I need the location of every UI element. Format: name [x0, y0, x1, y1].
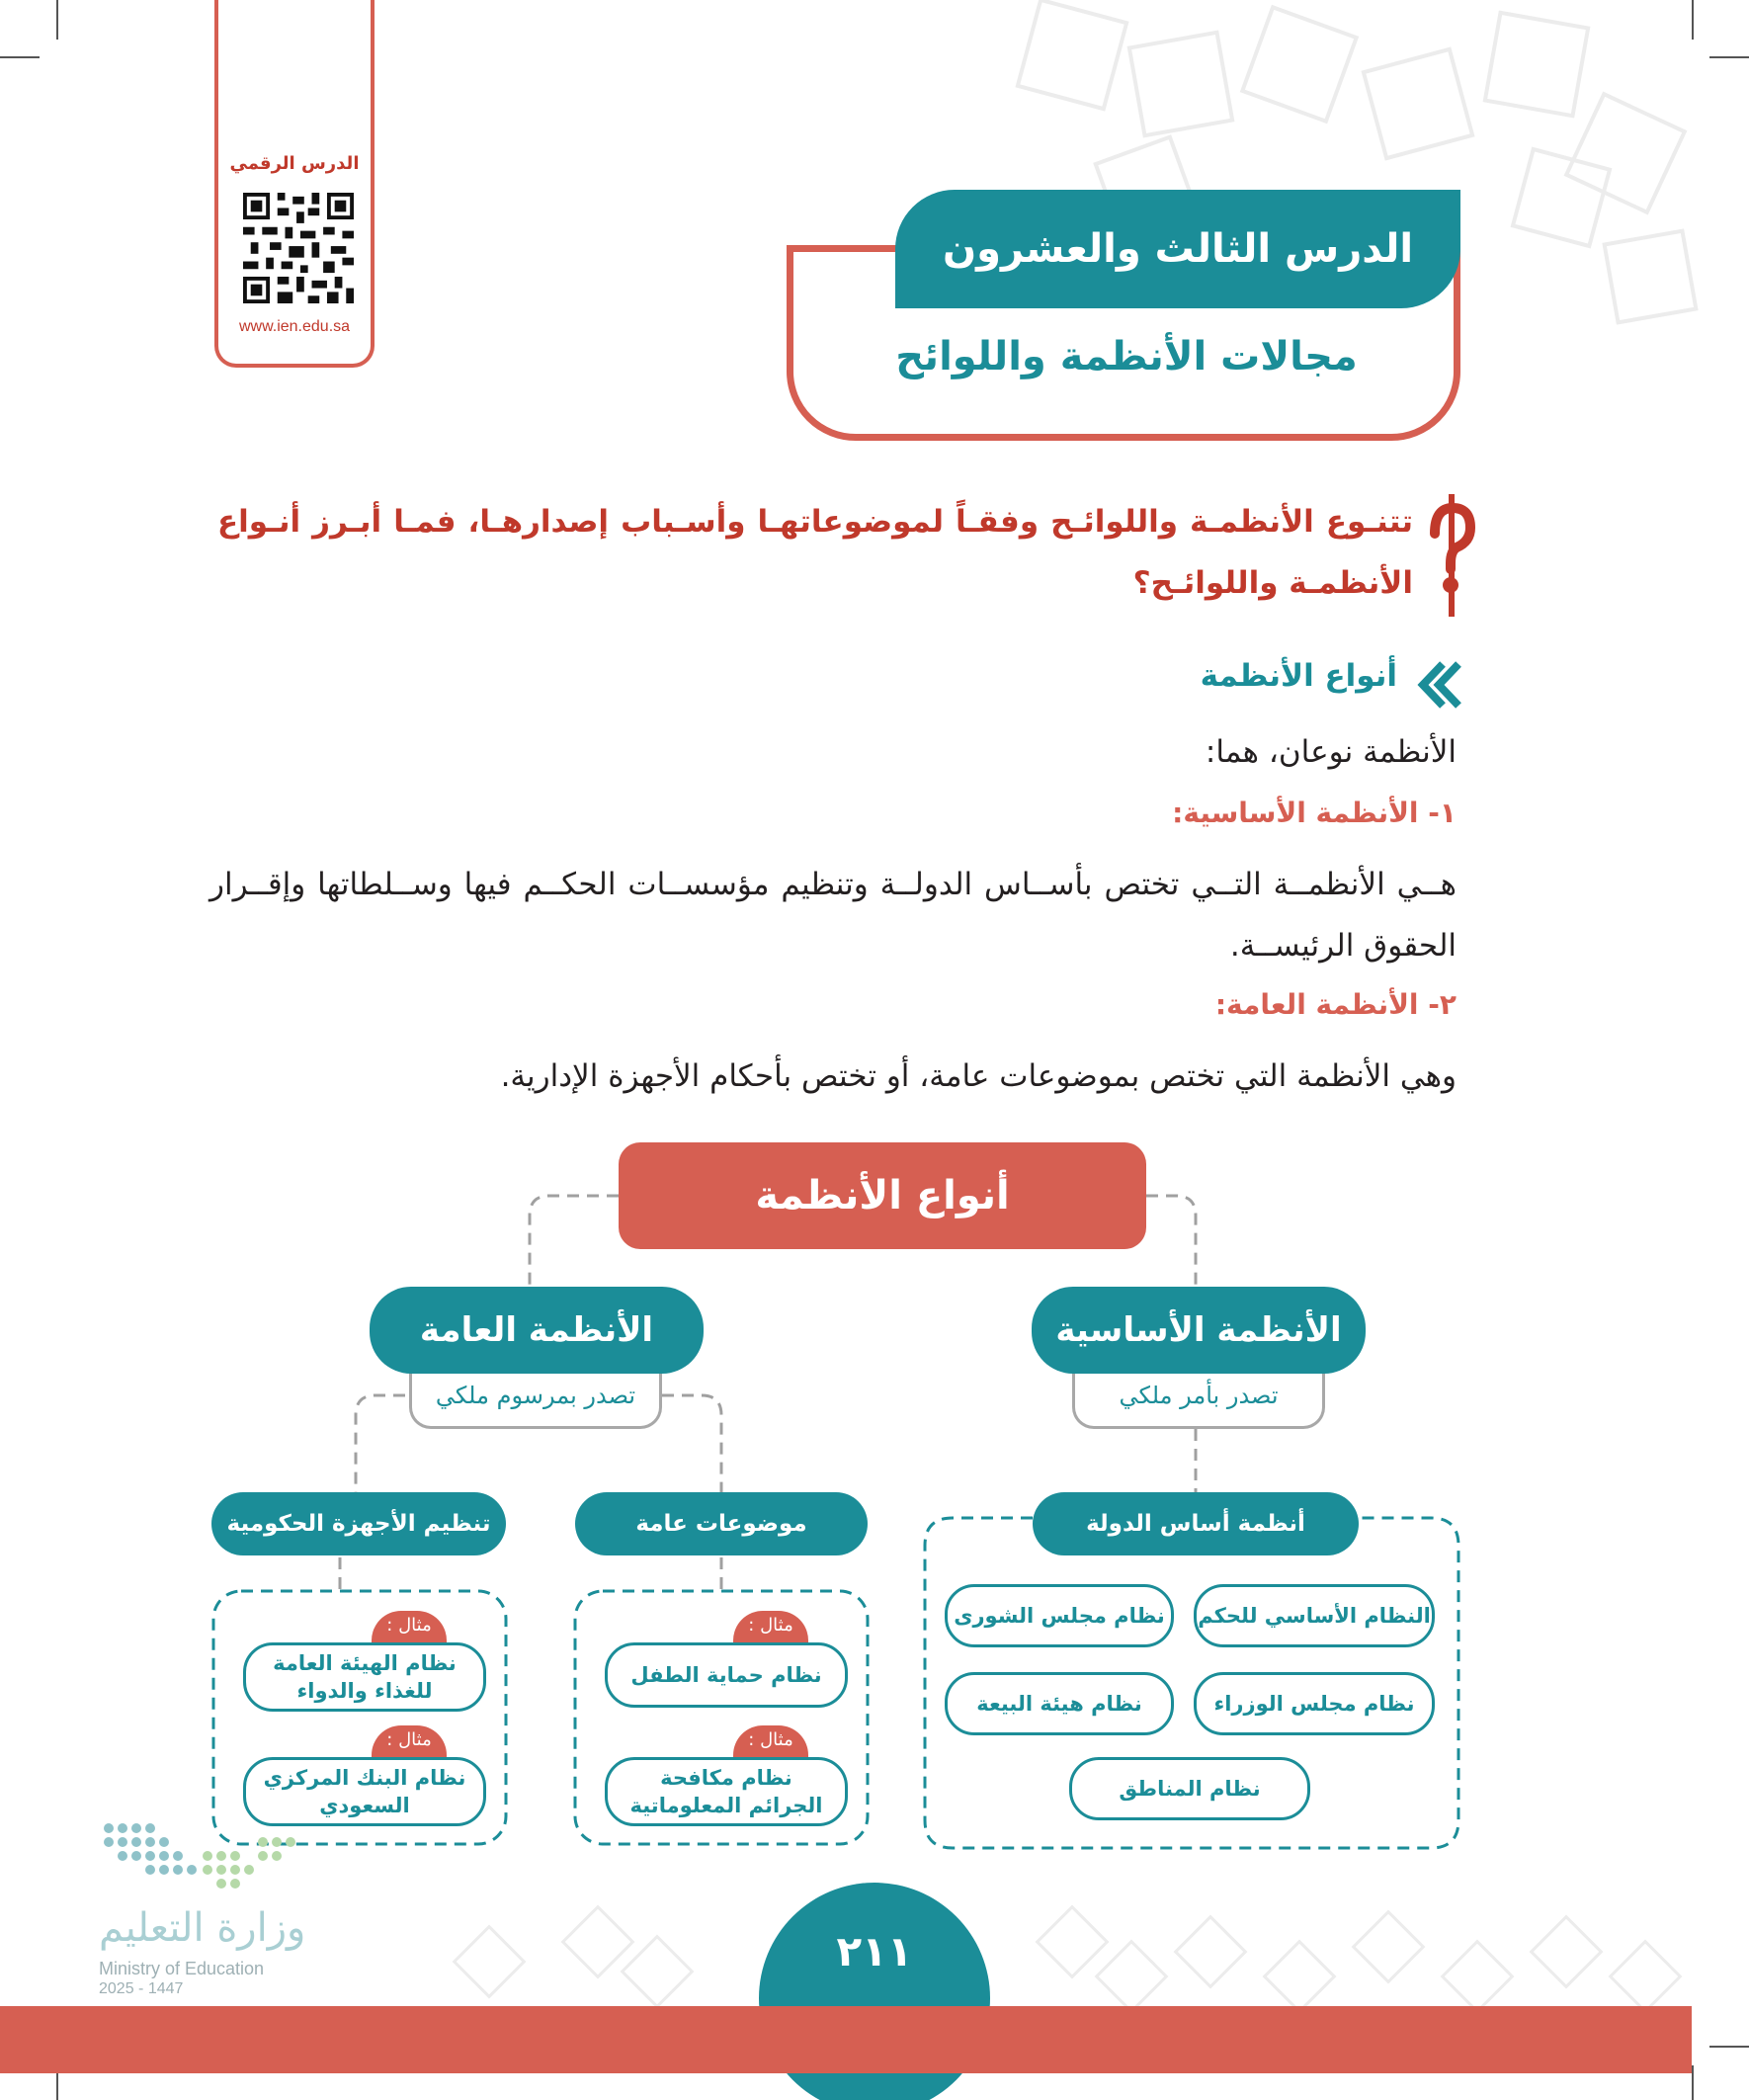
example-tag: مثال : — [372, 1611, 447, 1648]
digital-lesson-label: الدرس الرقمي — [229, 153, 360, 174]
allegiance-commission-item: نظام هيئة البيعة — [945, 1672, 1174, 1735]
regions-law-item: نظام المناطق — [1069, 1757, 1310, 1820]
state-foundation-node: أنظمة أساس الدولة — [1033, 1492, 1359, 1555]
central-bank-item: نظام البنك المركزي السعودي — [243, 1757, 486, 1826]
general-systems-node: الأنظمة العامة — [370, 1287, 704, 1374]
lesson-question: تتنـوع الأنظمـة واللوائـح وفقـاً لموضوعاتهـا وأسـباب إصدارهـا، فمـا أبـرز أنـواع الأنظمـة واللوائـح؟ — [217, 504, 1413, 601]
ministry-name-en: Ministry of Education — [99, 1959, 265, 1978]
section-heading: أنواع الأنظمة — [1200, 658, 1397, 694]
basic-issued-node: تصدر بأمر ملكي — [1072, 1344, 1325, 1429]
general-issued-node: تصدر بمرسوم ملكي — [409, 1344, 662, 1429]
chart-root-node: أنواع الأنظمة — [619, 1142, 1146, 1249]
basic-systems-text: هــي الأنظمــة التــي تختص بأســاس الدولــة وتنظيم مؤسســات الحكــم فيها وســلطاتها وإقــرار الحقوق الرئيســة. — [209, 867, 1457, 964]
edition-year: 2025 - 1447 — [99, 1980, 184, 1997]
ministry-logo-icon — [99, 1818, 316, 1897]
general-topics-node: موضوعات عامة — [575, 1492, 868, 1555]
ministry-name-ar: وزارة التعليم — [99, 1905, 306, 1951]
council-of-ministers-item: نظام مجلس الوزراء — [1194, 1672, 1435, 1735]
example-tag: مثال : — [372, 1725, 447, 1763]
lesson-number-title: الدرس الثالث والعشرون — [895, 190, 1460, 308]
anti-cybercrime-item: نظام مكافحة الجرائم المعلوماتية — [605, 1757, 848, 1826]
website-link[interactable]: www.ien.edu.sa — [238, 318, 351, 335]
footer-band — [0, 2006, 1692, 2073]
government-agencies-node: تنظيم الأجهزة الحكومية — [211, 1492, 506, 1555]
basic-systems-heading: ١- الأنظمة الأساسية: — [1172, 797, 1457, 829]
child-protection-item: نظام حماية الطفل — [605, 1642, 848, 1708]
food-drug-authority-item: نظام الهيئة العامة للغذاء والدواء — [243, 1642, 486, 1712]
general-systems-heading: ٢- الأنظمة العامة: — [1214, 988, 1457, 1021]
lesson-subtitle: مجالات الأنظمة واللوائح — [895, 334, 1358, 379]
general-systems-text: وهي الأنظمة التي تختص بموضوعات عامة، أو تختص بأحكام الأجهزة الإدارية. — [500, 1058, 1457, 1094]
example-tag: مثال : — [733, 1611, 808, 1648]
basic-law-governance-item: النظام الأساسي للحكم — [1194, 1584, 1435, 1647]
section-intro: الأنظمة نوعان، هما: — [1205, 734, 1457, 770]
shura-council-item: نظام مجلس الشورى — [945, 1584, 1174, 1647]
example-tag: مثال : — [733, 1725, 808, 1763]
basic-systems-node: الأنظمة الأساسية — [1032, 1287, 1366, 1374]
page-number: ٢١١ — [836, 1927, 913, 1975]
